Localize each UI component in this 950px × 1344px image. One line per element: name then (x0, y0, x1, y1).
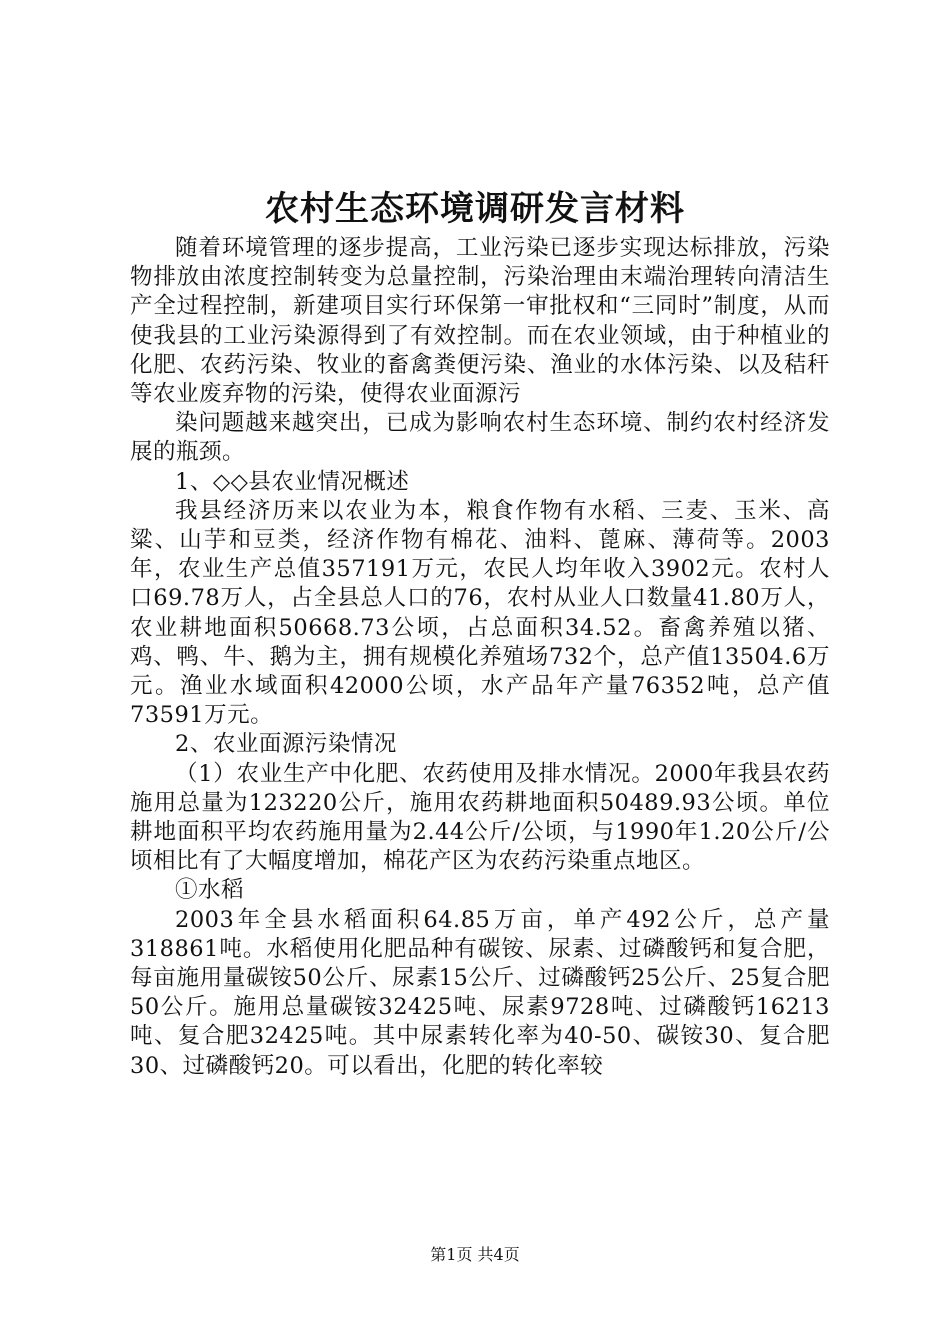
document-body (130, 234, 830, 1081)
paragraph-intro: 随着环境管理的逐步提高，工业污染已逐步实现达标排放，污染物排放由浓度控制转变为总量控制，污染治理由末端治理转向清洁生产全过程控制，新建项目实行环保第一审批权和“三同时”制度，从而使我县的工业污染源得到了有效控制。而在农业领域，由于种植业的化肥、农药污染、牧业的畜禽粪便污染、渔业的水体污染、以及秸秆等农业废弃物的污染，使得农业面源污 (130, 235, 830, 408)
paragraph-rice: 2003年全县水稻面积64.85万亩，单产492公斤，总产量318861吨。水稻使用化肥品种有碳铵、尿素、过磷酸钙和复合肥，每亩施用量碳铵50公斤、尿素15公斤、过磷酸钙25公斤、25复合肥50公斤。施用总量碳铵32425吨、尿素9728吨、过磷酸钙16213吨、复合肥32425吨。其中尿素转化率为40-50、碳铵30、复合肥30、过磷酸钙20。可以看出，化肥的转化率较 (130, 906, 830, 1079)
section-heading-2: 2、农业面源污染情况 (175, 731, 397, 758)
section-heading-1: 1、◇◇县农业情况概述 (175, 468, 410, 495)
subsection-heading-rice: ①水稻 (175, 877, 245, 904)
paragraph-overview: 我县经济历来以农业为本，粮食作物有水稻、三麦、玉米、高粱、山芋和豆类，经济作物有棉花、油料、蓖麻、薄荷等。2003年，农业生产总值357191万元，农民人均年收入3902元。农村人口69.78万人，占全县总人口的76，农村从业人口数量41.80万人，农业耕地面积50668.73公顷，占总面积34.52。畜禽养殖以猪、鸡、鸭、牛、鹅为主，拥有规模化养殖场732个，总产值13504.6万元。渔业水域面积42000公顷，水产品年产量76352吨，总产值73591万元。 (130, 497, 830, 729)
document-title: 农村生态环境调研发言材料 (265, 189, 685, 229)
paragraph-intro-continued: 染问题越来越突出，已成为影响农村生态环境、制约农村经济发展的瓶颈。 (130, 410, 830, 466)
page-footer: 第1页 共4页 (430, 1245, 520, 1264)
paragraph-fertilizer-pesticide: （1）农业生产中化肥、农药使用及排水情况。2000年我县农药施用总量为123220公斤，施用农药耕地面积50489.93公顷。单位耕地面积平均农药施用量为2.44公斤/公顷，与1990年1.20公斤/公顷相比有了大幅度增加，棉花产区为农药污染重点地区。 (130, 760, 830, 875)
